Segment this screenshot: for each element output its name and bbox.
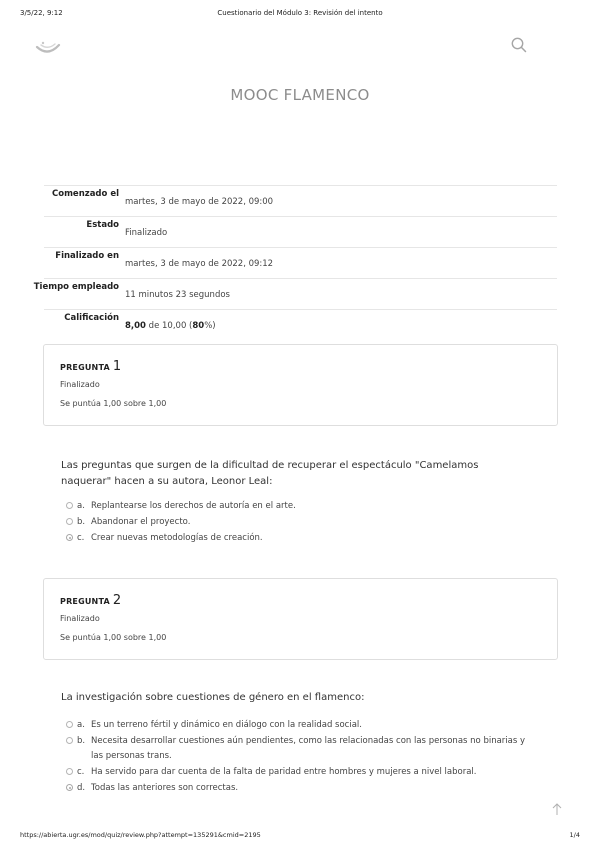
question-number: 1 [112,359,122,374]
summary-row-grade [44,309,557,340]
radio-icon[interactable] [66,768,73,775]
answer-options [66,499,536,547]
option-letter: c. [77,767,85,777]
option-letter: d. [77,783,86,793]
option-letter: a. [77,720,85,730]
option-text: Replantearse los derechos de autoría en el arte. [91,501,296,511]
summary-row-state [44,216,557,247]
radio-checked-icon[interactable] [66,534,73,541]
question-number: 2 [112,593,122,608]
radio-icon[interactable] [66,518,73,525]
radio-icon[interactable] [66,502,73,509]
question-grade: Se puntúa 1,00 sobre 1,00 [60,399,167,408]
question-label: PREGUNTA [60,597,110,606]
question-state: Finalizado [60,614,100,623]
summary-row-started [44,185,557,216]
summary-label: Estado [86,220,119,230]
option-text: Todas las anteriores son correctas. [91,783,239,793]
radio-icon[interactable] [66,737,73,744]
option-letter: b. [77,517,86,527]
print-header [0,9,600,21]
option-letter: b. [77,736,86,746]
question-text: Las preguntas que surgen de la dificultad de recuperar el espectáculo "Camelamos naquerar" hacen a su autora, Leonor Leal: [61,460,479,487]
option-text: Crear nuevas metodologías de creación. [91,533,263,543]
summary-label: Finalizado en [55,251,119,261]
grade-score: 8,00 [125,321,146,331]
answer-option-selected[interactable] [66,781,536,796]
print-page-number: 1/4 [569,831,580,839]
grade-end: %) [204,321,216,331]
summary-value [125,321,216,331]
grade-middle: de 10,00 ( [145,321,193,331]
summary-value: Finalizado [125,228,168,238]
summary-value: martes, 3 de mayo de 2022, 09:12 [125,259,274,269]
radio-checked-icon[interactable] [66,784,73,791]
logo-icon[interactable] [34,36,62,58]
answer-option[interactable] [66,734,536,764]
print-url: https://abierta.ugr.es/mod/quiz/review.php?attempt=135291&cmid=2195 [20,831,261,839]
arrow-up-icon[interactable] [551,801,563,815]
question-info-card [43,578,558,660]
question-title [60,359,121,374]
summary-row-time [33,278,557,309]
option-letter: c. [77,533,85,543]
print-date: 3/5/22, 9:12 [20,9,63,17]
summary-label: Comenzado el [52,189,119,199]
option-letter: a. [77,501,85,511]
summary-label: Calificación [64,313,119,323]
answer-option[interactable] [66,499,536,514]
question-state: Finalizado [60,380,100,389]
summary-row-finished [44,247,557,278]
attempt-summary-table [33,185,557,340]
question-title [60,593,121,608]
answer-option[interactable] [66,765,536,780]
option-text: Es un terreno fértil y dinámico en diálogo con la realidad social. [91,720,362,730]
summary-value: 11 minutos 23 segundos [125,290,230,300]
summary-label: Tiempo empleado [33,282,119,292]
answer-options [66,718,536,797]
option-text: Abandonar el proyecto. [91,517,191,527]
search-icon[interactable] [510,36,528,54]
option-text: Ha servido para dar cuenta de la falta de paridad entre hombres y mujeres a nivel laboral. [91,767,477,777]
answer-option-selected[interactable] [66,531,536,546]
grade-percent: 80 [192,321,205,331]
site-title: MOOC FLAMENCO [230,86,370,104]
question-info-card [43,344,558,426]
question-label: PREGUNTA [60,363,110,372]
summary-value: martes, 3 de mayo de 2022, 09:00 [125,197,274,207]
radio-icon[interactable] [66,721,73,728]
answer-option[interactable] [66,718,536,733]
question-text: La investigación sobre cuestiones de género en el flamenco: [61,692,365,703]
answer-option[interactable] [66,515,536,530]
option-text: Necesita desarrollar cuestiones aún pendientes, como las relacionadas con las personas no binarias y las personas trans. [91,736,526,761]
question-grade: Se puntúa 1,00 sobre 1,00 [60,633,167,642]
print-document-title: Cuestionario del Módulo 3: Revisión del intento [217,9,383,17]
